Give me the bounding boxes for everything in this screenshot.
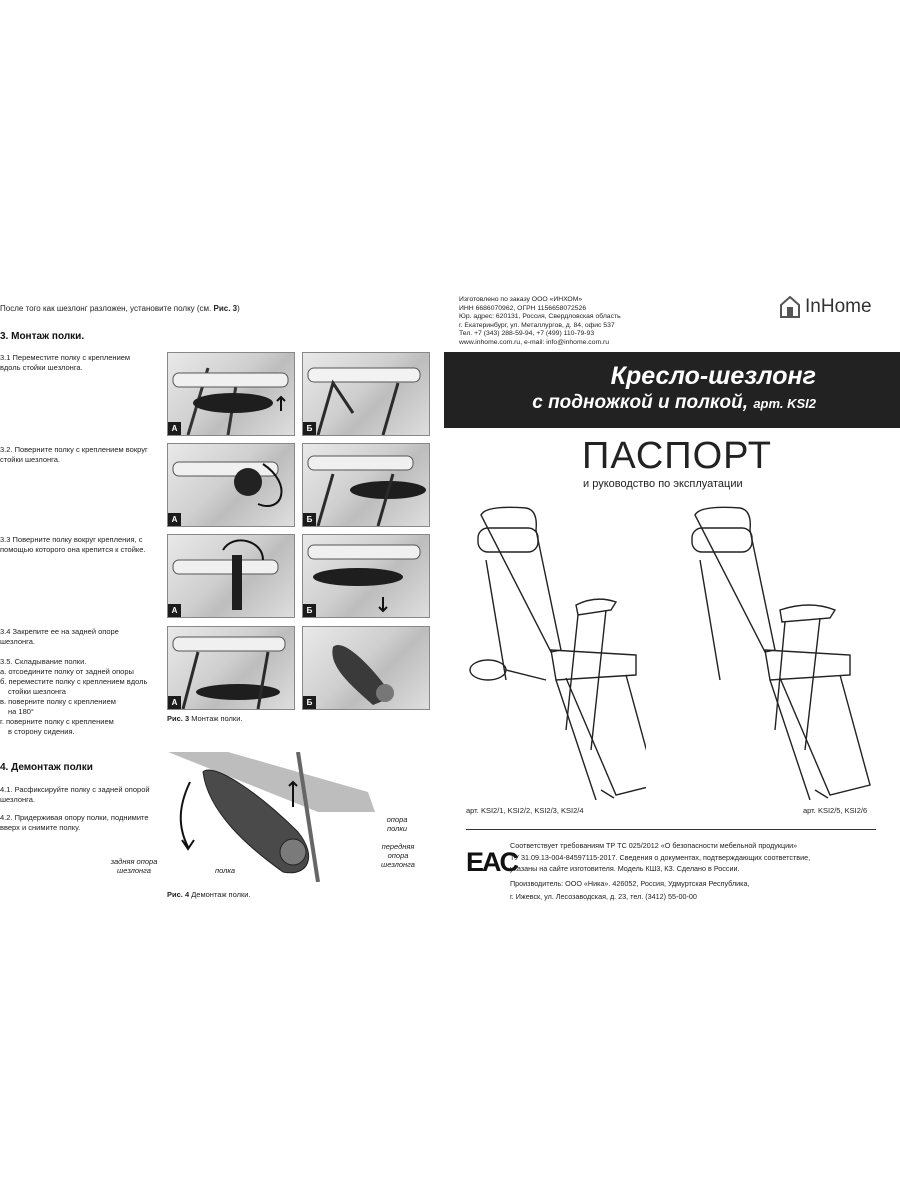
chair-drawing-right <box>680 500 880 800</box>
step-3-4: 3.4 Закрепите ее на задней опоре шезлонга. <box>0 627 119 646</box>
step-4-1: 4.1. Расфиксируйте полку с задней опорой шезлонга. <box>0 785 150 804</box>
house-icon <box>780 296 800 318</box>
section-4-title: 4. Демонтаж полки <box>0 762 93 773</box>
label-front-support: передняя опора шезлонга <box>381 842 415 869</box>
maker-line: г. Екатеринбург, ул. Металлургов, д. 84, офис 537 <box>459 321 615 329</box>
eac-mark: EAC <box>466 847 518 877</box>
step-3-5-item-c: в. поверните полку с креплением <box>0 697 116 706</box>
label-shelf-support: опора полки <box>386 815 408 833</box>
step-3-5-item-b: б. переместите полку с креплением вдоль <box>0 677 148 686</box>
passport-subtitle: и руководство по эксплуатации <box>583 478 743 490</box>
step-3-3: 3.3 Поверните полку вокруг крепления, с помощью которого она крепится к стойке. <box>0 535 146 554</box>
divider <box>466 829 876 830</box>
photo-3-2-a <box>167 443 295 527</box>
photo-3-4-b <box>302 626 430 710</box>
fig-3-caption: Рис. 3 Монтаж полки. <box>167 714 243 723</box>
title-line-2: с подножкой и полкой, арт. KSI2 <box>532 392 816 413</box>
cert-line: Соответствует требованиям ТР ТС 025/2012 «О безопасности мебельной продукции» <box>510 841 798 850</box>
photo-3-2-b <box>302 443 430 527</box>
article-left: арт. KSI2/1, KSI2/2, KSI2/3, KSI2/4 <box>466 806 584 815</box>
step-3-5-item-d2: в сторону сидения. <box>8 727 75 736</box>
chair-drawing-left <box>466 500 646 800</box>
passport-title: ПАСПОРТ <box>582 435 772 477</box>
step-3-2: 3.2. Поверните полку с креплением вокруг стойки шезлонга. <box>0 445 148 464</box>
intro-text: После того как шезлонг разложен, установите полку (см. Рис. 3) <box>0 304 240 313</box>
photo-label-b: Б <box>303 513 316 526</box>
photo-label-b: Б <box>303 422 316 435</box>
step-4-2: 4.2. Придерживая опору полки, поднимите вверх и снимите полку. <box>0 813 149 832</box>
step-3-5-item-a: а. отсоедините полку от задней опоры <box>0 667 134 676</box>
cert-line: г. Ижевск, ул. Лесозаводская, д. 23, тел. (3412) 55-00-00 <box>510 892 697 901</box>
cert-line: ТУ 31.09.13-004-84597115-2017. Сведения о документах, подтверждающих соответствие, <box>510 852 811 862</box>
cert-line: Производитель: ООО «Ника». 426052, Россия, Удмуртская Республика, <box>510 878 750 888</box>
maker-line: www.inhome.com.ru, e-mail: info@inhome.com.ru <box>459 338 610 346</box>
maker-line: Юр. адрес: 620131, Россия, Свердловская область <box>459 313 621 320</box>
brand-logo <box>778 294 888 322</box>
photo-label-a: А <box>168 513 181 526</box>
photo-3-3-b <box>302 534 430 618</box>
photo-label-a: А <box>168 604 181 617</box>
section-3-title: 3. Монтаж полки. <box>0 331 85 342</box>
photo-fig-4 <box>168 752 375 882</box>
photo-label-b: Б <box>303 604 316 617</box>
step-3-5-item-b2: стойки шезлонга <box>8 687 66 696</box>
photo-3-4-a <box>167 626 295 710</box>
photo-3-1-b <box>302 352 430 436</box>
label-rear-support: задняя опора шезлонга <box>110 857 158 875</box>
photo-label-b: Б <box>303 696 316 709</box>
cert-line: указаны на сайте изготовителя. Модель КШ3, КЗ. Сделано в России. <box>510 864 740 873</box>
photo-3-1-a <box>167 352 295 436</box>
title-art: арт. KSI2 <box>753 396 816 411</box>
photo-label-a: А <box>168 696 181 709</box>
certification-info <box>510 840 810 903</box>
step-3-5-item-d: г. поверните полку с креплением <box>0 717 114 726</box>
title-line-1: Кресло-шезлонг <box>610 362 816 390</box>
step-3-1: 3.1 Переместите полку с креплением вдоль стойки шезлонга. <box>0 353 131 372</box>
title-banner <box>444 352 900 428</box>
step-3-5-item-c2: на 180° <box>8 707 34 716</box>
maker-line: ИНН 6686070962, ОГРН 1156658072526 <box>459 304 587 312</box>
fig-4-caption: Рис. 4 Демонтаж полки. <box>167 890 251 899</box>
brand-name: InHome <box>805 296 872 317</box>
photo-label-a: А <box>168 422 181 435</box>
maker-line: Тел. +7 (343) 288-59-94, +7 (499) 110-79-93 <box>459 330 595 337</box>
article-right: арт. KSI2/5, KSI2/6 <box>803 806 868 815</box>
step-3-5 <box>0 657 160 737</box>
label-shelf: полка <box>215 866 236 875</box>
step-3-5-title: 3.5. Складывание полки. <box>0 657 87 666</box>
photo-3-3-a <box>167 534 295 618</box>
maker-line: Изготовлено по заказу ООО «ИНХОМ» <box>459 296 583 303</box>
maker-info <box>459 296 621 347</box>
